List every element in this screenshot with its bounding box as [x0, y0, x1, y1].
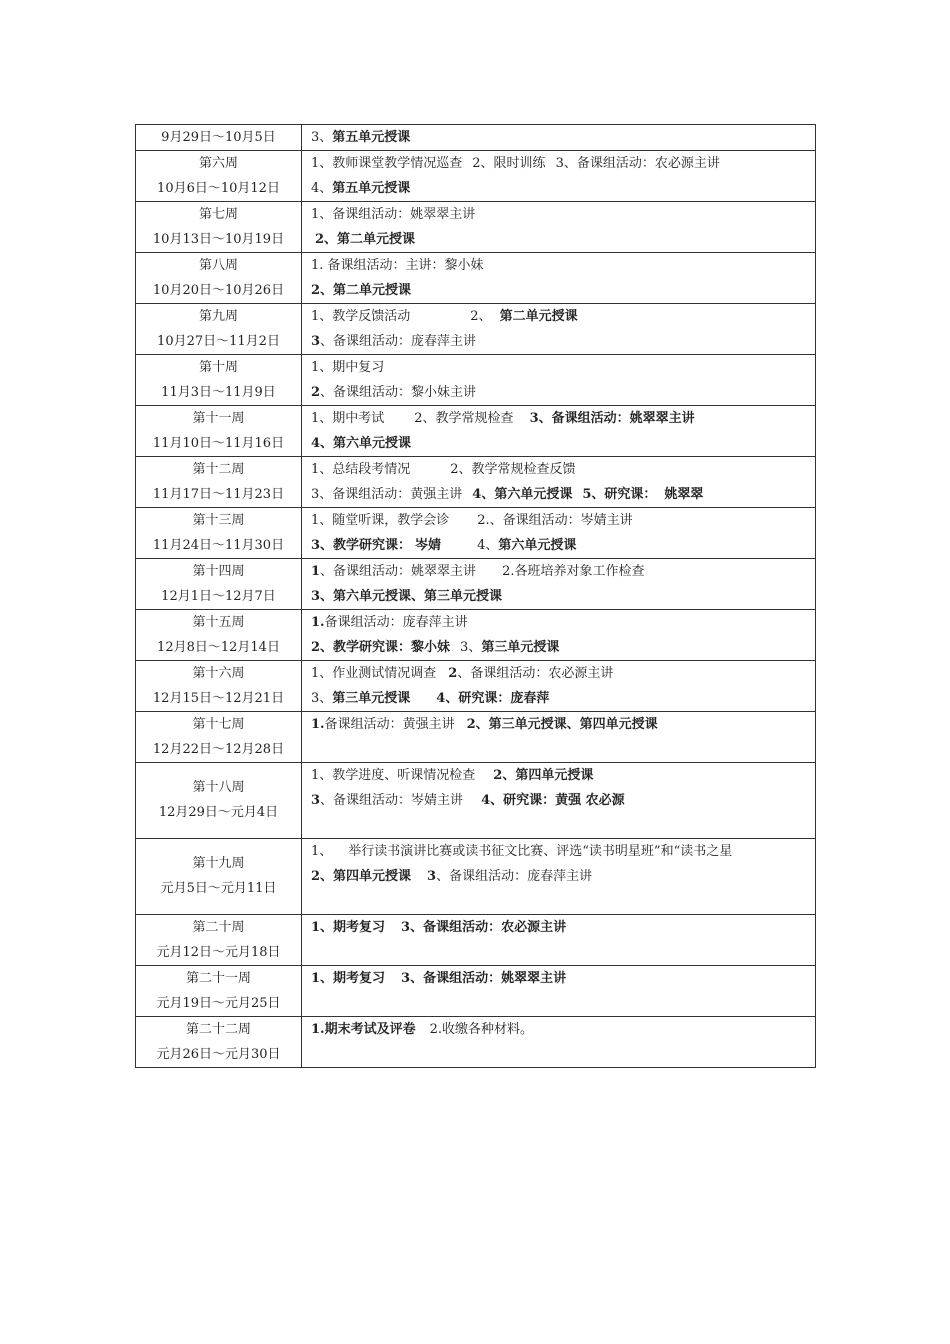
activity-line — [311, 610, 815, 635]
activity-line — [311, 482, 815, 507]
activity-cell — [302, 508, 816, 559]
activity-text-bold: 4、第六单元授课 — [311, 436, 412, 451]
week-cell — [136, 253, 302, 304]
activity-text: 1、教师课堂教学情况巡查 — [311, 156, 463, 171]
activity-line — [311, 991, 815, 1016]
schedule-row — [136, 839, 816, 915]
week-cell — [136, 406, 302, 457]
activity-cell — [302, 406, 816, 457]
activity-text: 1、作业测试情况调查 — [311, 666, 437, 681]
activity-text: 3、 — [311, 130, 333, 145]
week-dates: 12月1日～12月7日 — [161, 589, 276, 604]
schedule-body — [136, 125, 816, 1068]
activity-line — [311, 686, 815, 711]
week-dates: 12月8日～12月14日 — [157, 640, 280, 655]
activity-line — [311, 151, 815, 176]
activity-text-bold: 第二单元授课 — [499, 309, 578, 324]
week-cell — [136, 355, 302, 406]
week-label: 第十五周 — [192, 615, 245, 630]
activity-text-bold: 第五单元授课 — [332, 181, 411, 196]
activity-cell — [302, 661, 816, 712]
activity-text-bold: 姚翠翠 — [664, 487, 704, 502]
activity-text: 举行读书演讲比赛或读书征文比赛、评选“读书明星班”和“读书之星 — [348, 844, 733, 859]
activity-line — [311, 966, 815, 991]
activity-text: 备课组活动：黄强主讲 — [324, 717, 455, 732]
activity-text: 1、期中复习 — [311, 360, 385, 375]
activity-text-bold: 1.期末考试及评卷 — [311, 1022, 416, 1037]
week-label: 第十六周 — [192, 666, 245, 681]
activity-text-bold: 2、第二单元授课 — [315, 232, 416, 247]
activity-text-bold: 1、期考复习 — [311, 971, 386, 986]
activity-text: 4、 — [311, 181, 333, 196]
activity-cell — [302, 202, 816, 253]
week-label: 第十一周 — [192, 411, 245, 426]
schedule-row — [136, 151, 816, 202]
activity-text-bold: 第五单元授课 — [332, 130, 411, 145]
activity-text-bold: 1 — [311, 564, 321, 579]
schedule-row — [136, 712, 816, 763]
activity-cell — [302, 915, 816, 966]
week-label: 第十周 — [198, 360, 238, 375]
activity-line — [311, 431, 815, 456]
activity-line — [311, 253, 815, 278]
activity-text-bold: 第三单元授课 — [481, 640, 560, 655]
activity-text: 、备课组活动：庞春萍主讲 — [436, 869, 593, 884]
week-dates: 11月17日～11月23日 — [152, 487, 285, 502]
activity-text-bold: 2、第四单元授课 — [311, 869, 412, 884]
week-cell — [136, 457, 302, 508]
activity-text-bold: 5、研究课： — [582, 487, 657, 502]
schedule-row — [136, 915, 816, 966]
week-dates: 元月26日～元月30日 — [156, 1047, 281, 1062]
activity-text-bold: 3、备课组活动：姚翠翠主讲 — [529, 411, 695, 426]
activity-line — [311, 712, 815, 737]
schedule-row — [136, 1017, 816, 1068]
activity-text-bold: 1. — [311, 717, 325, 732]
week-dates: 11月24日～11月30日 — [152, 538, 285, 553]
activity-line — [311, 380, 815, 405]
activity-cell — [302, 839, 816, 915]
activity-line — [311, 533, 815, 558]
week-label: 第六周 — [198, 156, 238, 171]
activity-text: 、备课组活动：庞春萍主讲 — [320, 334, 477, 349]
activity-text-bold: 岑婧 — [415, 538, 442, 553]
activity-cell — [302, 125, 816, 151]
week-label: 第二十一周 — [185, 971, 251, 986]
activity-line — [311, 813, 815, 838]
week-cell — [136, 661, 302, 712]
activity-text: 1、随堂听课，教学会诊 — [311, 513, 450, 528]
week-label: 第十二周 — [192, 462, 245, 477]
activity-text-bold: 3 — [311, 793, 321, 808]
activity-text-bold: 3、第六单元授课、第三单元授课 — [311, 589, 503, 604]
activity-cell — [302, 355, 816, 406]
week-cell — [136, 1017, 302, 1068]
activity-line — [311, 915, 815, 940]
week-dates: 10月13日～10月19日 — [152, 232, 285, 247]
week-label: 第八周 — [198, 258, 238, 273]
week-cell — [136, 610, 302, 661]
schedule-row — [136, 508, 816, 559]
week-cell — [136, 151, 302, 202]
activity-text-bold: 1、期考复习 — [311, 920, 386, 935]
activity-cell — [302, 151, 816, 202]
week-dates: 9月29日～10月5日 — [161, 130, 276, 145]
week-dates: 10月20日～10月26日 — [152, 283, 285, 298]
week-dates: 12月22日～12月28日 — [152, 742, 285, 757]
week-dates: 11月10日～11月16日 — [152, 436, 285, 451]
schedule-row — [136, 355, 816, 406]
week-dates: 10月6日～10月12日 — [157, 181, 280, 196]
week-label: 第十三周 — [192, 513, 245, 528]
activity-cell — [302, 763, 816, 839]
activity-text: 、备课组活动：岑婧主讲 — [320, 793, 464, 808]
activity-line — [311, 788, 815, 813]
activity-text: 2、限时训练 — [472, 156, 546, 171]
activity-line — [311, 889, 815, 914]
week-cell — [136, 559, 302, 610]
activity-line — [311, 1042, 815, 1067]
activity-line — [311, 763, 815, 788]
activity-text: 2.、备课组活动：岑婧主讲 — [477, 513, 633, 528]
activity-text-bold: 第六单元授课 — [498, 538, 577, 553]
activity-line — [311, 661, 815, 686]
activity-line — [311, 202, 815, 227]
activity-line — [311, 839, 815, 864]
week-cell — [136, 966, 302, 1017]
schedule-row — [136, 457, 816, 508]
week-cell — [136, 763, 302, 839]
activity-text-bold: 1. — [311, 615, 325, 630]
week-label: 第九周 — [198, 309, 238, 324]
activity-text: 2、教学常规检查 — [414, 411, 514, 426]
activity-text: 1、总结段考情况 — [311, 462, 411, 477]
activity-line — [311, 737, 815, 762]
schedule-row — [136, 559, 816, 610]
activity-cell — [302, 610, 816, 661]
week-label: 第七周 — [198, 207, 238, 222]
schedule-row — [136, 202, 816, 253]
activity-text-bold: 3、备课组活动：农必源主讲 — [401, 920, 567, 935]
activity-cell — [302, 253, 816, 304]
activity-text-bold: 2 — [311, 385, 321, 400]
activity-line — [311, 329, 815, 354]
activity-cell — [302, 559, 816, 610]
activity-text-bold: 第三单元授课 — [332, 691, 411, 706]
activity-text: 1、期中考试 — [311, 411, 385, 426]
week-label: 第二十二周 — [185, 1022, 251, 1037]
activity-text: 2.收缴各种材料。 — [429, 1022, 533, 1037]
activity-text: 备课组活动：庞春萍主讲 — [324, 615, 468, 630]
activity-text-bold: 2、第二单元授课 — [311, 283, 412, 298]
schedule-row — [136, 966, 816, 1017]
week-dates: 元月19日～元月25日 — [156, 996, 281, 1011]
activity-text: 2.各班培养对象工作检查 — [502, 564, 645, 579]
schedule-row — [136, 253, 816, 304]
activity-text-bold: 3 — [311, 334, 321, 349]
activity-line — [311, 508, 815, 533]
activity-line — [311, 584, 815, 609]
week-dates: 12月29日～元月4日 — [158, 805, 279, 820]
schedule-row — [136, 763, 816, 839]
week-cell — [136, 508, 302, 559]
activity-line — [311, 406, 815, 431]
activity-text-bold: 3、教学研究课： — [311, 538, 412, 553]
activity-line — [311, 559, 815, 584]
activity-text: 1、教学进度、听课情况检查 — [311, 768, 476, 783]
week-cell — [136, 304, 302, 355]
week-dates: 12月15日～12月21日 — [152, 691, 285, 706]
activity-text-bold: 2、第四单元授课 — [493, 768, 594, 783]
activity-text: 、备课组活动：姚翠翠主讲 — [320, 564, 477, 579]
activity-line — [311, 457, 815, 482]
activity-cell — [302, 712, 816, 763]
activity-line — [311, 227, 815, 252]
activity-text: 2、 — [470, 309, 492, 324]
activity-text: 1、备课组活动：姚翠翠主讲 — [311, 207, 476, 222]
week-cell — [136, 712, 302, 763]
activity-text: 1. 备课组活动：主讲：黎小妹 — [311, 258, 484, 273]
activity-text: 2、教学常规检查反馈 — [450, 462, 576, 477]
week-label: 第十八周 — [192, 780, 245, 795]
activity-line — [311, 176, 815, 201]
week-cell — [136, 125, 302, 151]
activity-text-bold: 2 — [448, 666, 458, 681]
activity-line — [311, 125, 815, 150]
activity-line — [311, 278, 815, 303]
week-dates: 元月5日～元月11日 — [160, 881, 277, 896]
week-cell — [136, 839, 302, 915]
activity-text: 1、 — [311, 844, 333, 859]
week-dates: 10月27日～11月2日 — [157, 334, 280, 349]
week-label: 第十九周 — [192, 856, 245, 871]
activity-cell — [302, 457, 816, 508]
activity-text-bold: 3 — [427, 869, 437, 884]
activity-text-bold: 4、第六单元授课 — [472, 487, 573, 502]
week-label: 第十七周 — [192, 717, 245, 732]
activity-cell — [302, 304, 816, 355]
activity-line — [311, 1017, 815, 1042]
activity-text: 3、备课组活动：黄强主讲 — [311, 487, 463, 502]
activity-text: 、备课组活动：黎小妹主讲 — [320, 385, 477, 400]
schedule-row — [136, 304, 816, 355]
activity-text-bold: 3、备课组活动：姚翠翠主讲 — [401, 971, 567, 986]
schedule-table — [135, 124, 816, 1068]
activity-text: 3、备课组活动：农必源主讲 — [555, 156, 720, 171]
activity-text: 1、教学反馈活动 — [311, 309, 411, 324]
week-cell — [136, 202, 302, 253]
activity-line — [311, 940, 815, 965]
activity-text-bold: 2、第三单元授课、第四单元授课 — [466, 717, 658, 732]
activity-cell — [302, 1017, 816, 1068]
activity-text-bold: 2、教学研究课：黎小妹 — [311, 640, 451, 655]
activity-text-bold: 4、研究课：黄强 农必源 — [481, 793, 625, 808]
activity-line — [311, 864, 815, 889]
activity-line — [311, 355, 815, 380]
schedule-row — [136, 610, 816, 661]
activity-text-bold: 4、研究课：庞春萍 — [436, 691, 550, 706]
schedule-row — [136, 406, 816, 457]
activity-cell — [302, 966, 816, 1017]
schedule-row — [136, 661, 816, 712]
activity-text: 4、 — [477, 538, 499, 553]
activity-text: 3、 — [311, 691, 333, 706]
schedule-row — [136, 125, 816, 151]
activity-line — [311, 304, 815, 329]
week-label: 第二十周 — [192, 920, 245, 935]
week-dates: 元月12日～元月18日 — [156, 945, 281, 960]
week-label: 第十四周 — [192, 564, 245, 579]
week-cell — [136, 915, 302, 966]
activity-text: 3、 — [460, 640, 482, 655]
week-dates: 11月3日～11月9日 — [161, 385, 276, 400]
activity-text: 、备课组活动：农必源主讲 — [457, 666, 614, 681]
activity-line — [311, 635, 815, 660]
